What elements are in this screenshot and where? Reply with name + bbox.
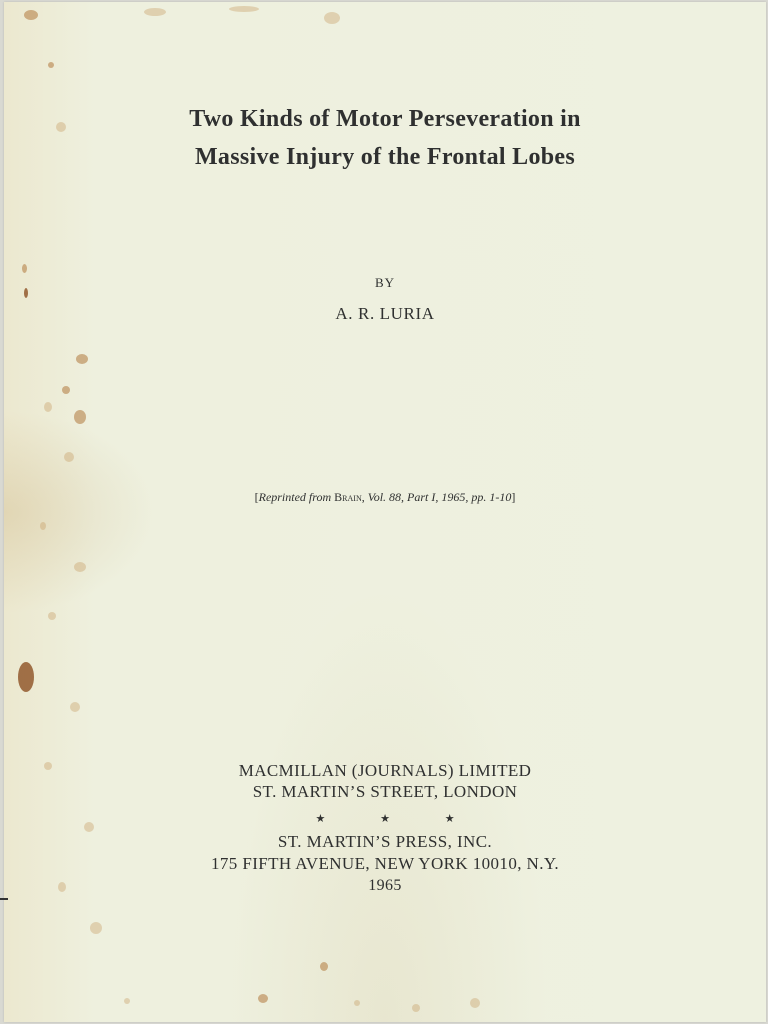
reprint-journal: Brain bbox=[334, 490, 362, 504]
publisher-line-2: ST. MARTIN’S STREET, LONDON bbox=[252, 782, 518, 801]
reprint-note: [Reprinted from Brain, Vol. 88, Part I, 1965, pp. 1-10] bbox=[254, 490, 516, 504]
publisher-line-1: MACMILLAN (JOURNALS) LIMITED bbox=[238, 761, 532, 780]
publisher-line-4: 175 FIFTH AVENUE, NEW YORK 10010, N.Y. bbox=[211, 854, 559, 873]
title-line-2: Massive Injury of the Frontal Lobes bbox=[194, 144, 576, 170]
reprint-open-bracket: [ bbox=[254, 490, 259, 504]
reprint-prefix: Reprinted from bbox=[258, 490, 332, 504]
star-icon: ★ bbox=[444, 813, 455, 825]
reprint-close-bracket: ] bbox=[511, 490, 516, 504]
star-divider bbox=[4, 812, 766, 825]
publisher-line-3: ST. MARTIN’S PRESS, INC. bbox=[277, 832, 493, 851]
by-label: BY bbox=[374, 275, 396, 290]
reprint-details: Vol. 88, Part I, 1965, pp. 1-10 bbox=[367, 490, 512, 504]
star-icon: ★ bbox=[315, 813, 326, 825]
scan-edge-mark bbox=[0, 898, 8, 900]
author-name: A. R. LURIA bbox=[335, 304, 435, 323]
star-icon: ★ bbox=[380, 813, 390, 825]
publication-year: 1965 bbox=[368, 877, 402, 894]
document-page bbox=[4, 2, 766, 1022]
title-line-1: Two Kinds of Motor Perseveration in bbox=[189, 106, 581, 132]
